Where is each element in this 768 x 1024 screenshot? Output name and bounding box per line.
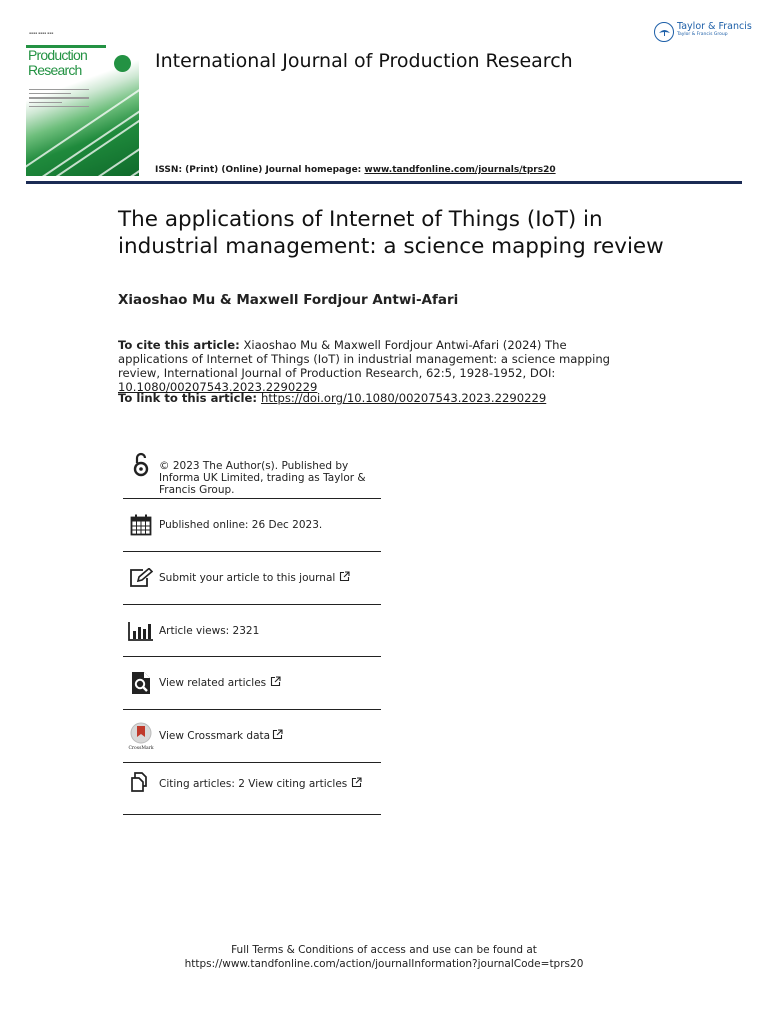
terms-footer bbox=[0, 943, 768, 971]
crossmark-icon bbox=[123, 722, 159, 750]
publisher-name: Taylor & Francis bbox=[677, 21, 752, 32]
article-link-line bbox=[118, 391, 546, 405]
edit-icon bbox=[123, 568, 159, 588]
calendar-icon bbox=[123, 514, 159, 536]
copy-documents-icon bbox=[123, 771, 159, 793]
article-authors: Xiaoshao Mu & Maxwell Fordjour Antwi-Afari bbox=[118, 292, 459, 308]
citing-articles-row[interactable] bbox=[123, 763, 381, 815]
journal-homepage-link[interactable]: www.tandfonline.com/journals/tprs20 bbox=[364, 165, 556, 175]
tf-logo-icon bbox=[654, 22, 674, 42]
publisher-group: Taylor & Francis Group bbox=[677, 32, 728, 37]
article-views-count: Article views: 2321 bbox=[159, 624, 260, 637]
related-articles-link[interactable]: View related articles bbox=[159, 677, 267, 689]
external-link-icon bbox=[351, 777, 362, 791]
submit-article-row[interactable] bbox=[123, 552, 381, 605]
external-link-icon bbox=[272, 729, 283, 743]
external-link-icon bbox=[270, 676, 281, 690]
published-row bbox=[123, 499, 381, 552]
article-doi-link[interactable]: https://doi.org/10.1080/00207543.2023.2290229 bbox=[261, 391, 547, 405]
cover-title-line1: Production bbox=[28, 47, 87, 63]
article-views-row bbox=[123, 605, 381, 657]
open-access-icon bbox=[123, 452, 159, 498]
citation-block bbox=[118, 338, 638, 394]
issn-line bbox=[155, 165, 556, 175]
link-label: To link to this article: bbox=[118, 391, 262, 405]
crossmark-row[interactable] bbox=[123, 710, 381, 763]
issn-text: ISSN: (Print) (Online) Journal homepage: bbox=[155, 165, 365, 175]
header-divider bbox=[26, 181, 742, 184]
cite-doi-link[interactable]: 10.1080/00207543.2023.2290229 bbox=[118, 380, 318, 394]
submit-article-link[interactable]: Submit your article to this journal bbox=[159, 572, 336, 584]
cover-seal bbox=[114, 55, 131, 72]
copyright-text: © 2023 The Author(s). Published by Informa UK Limited, trading as Taylor & Francis Group. bbox=[159, 460, 366, 496]
article-title: The applications of Internet of Things (IoT) in industrial management: a science mapping review bbox=[118, 207, 664, 259]
taylor-francis-logo[interactable] bbox=[654, 22, 752, 42]
bar-chart-icon bbox=[123, 621, 159, 641]
terms-url[interactable]: https://www.tandfonline.com/action/journalInformation?journalCode=tprs20 bbox=[184, 958, 584, 970]
terms-line-1: Full Terms & Conditions of access and use can be found at bbox=[231, 944, 537, 956]
published-date: Published online: 26 Dec 2023. bbox=[159, 519, 323, 531]
external-link-icon bbox=[339, 571, 350, 585]
cite-label: To cite this article: bbox=[118, 338, 240, 352]
crossmark-link[interactable]: View Crossmark data bbox=[159, 730, 271, 742]
journal-title: International Journal of Production Research bbox=[155, 50, 573, 72]
cite-text: Xiaoshao Mu & Maxwell Fordjour Antwi-Afari (2024) The applications of Internet of Things (IoT) in industrial management: a science mapping review, International Journal of Production Research, 62:5, 1928-1952, DOI: bbox=[118, 338, 611, 380]
citing-articles-link[interactable]: Citing articles: 2 View citing articles bbox=[159, 778, 348, 790]
crossmark-logo-text: CrossMark bbox=[128, 746, 154, 750]
journal-cover-image: ▪▪▪▪ ▪▪▪▪ ▪▪▪ Production Research bbox=[26, 29, 139, 176]
copyright-row bbox=[123, 452, 381, 499]
related-articles-row[interactable] bbox=[123, 657, 381, 710]
search-document-icon bbox=[123, 671, 159, 695]
cover-title-line2: Research bbox=[28, 62, 82, 78]
